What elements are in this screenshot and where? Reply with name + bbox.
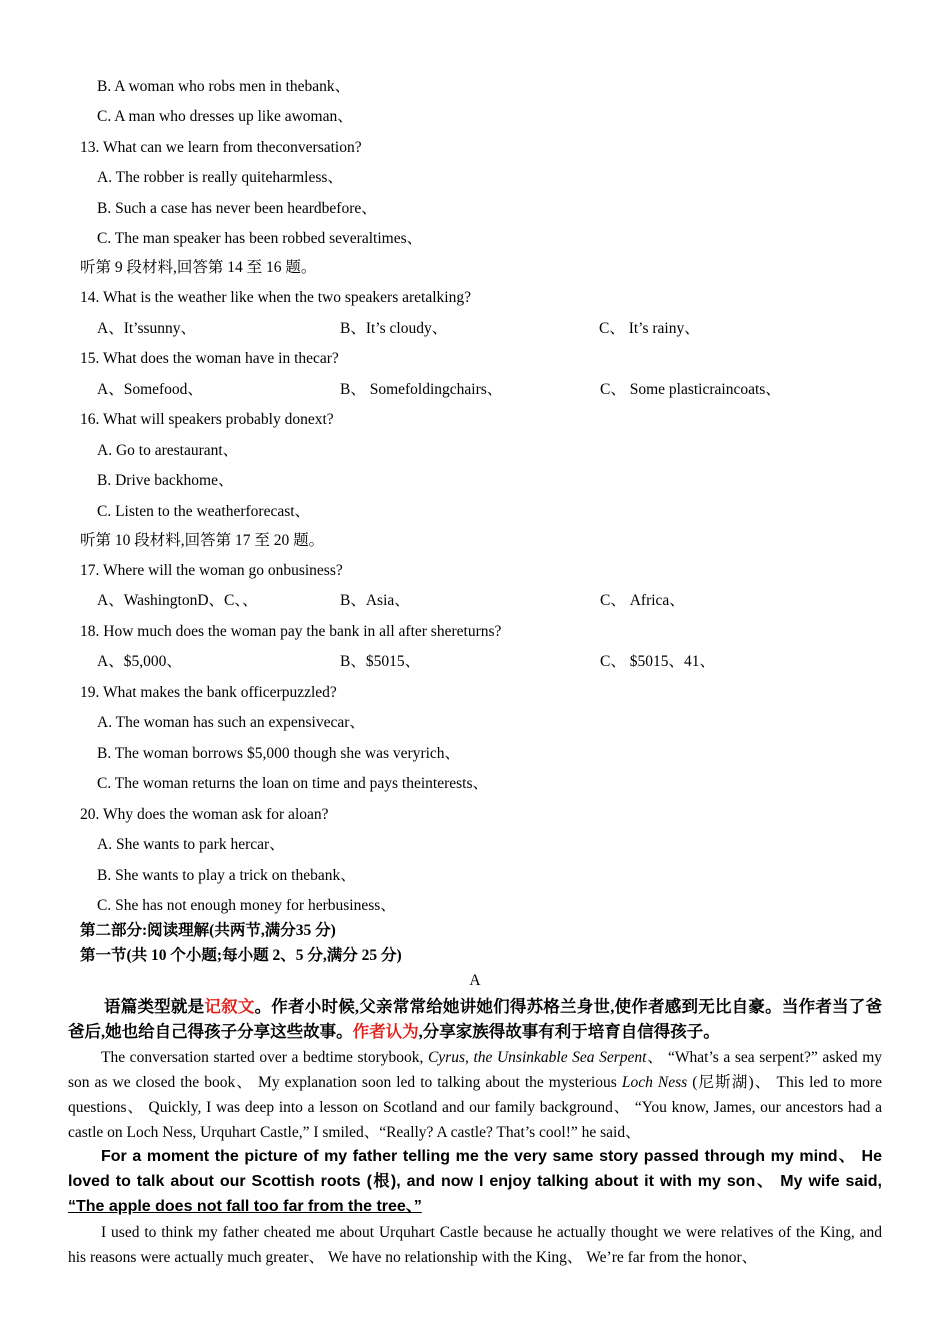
option-17a: A、WashingtonD、C、、 — [97, 592, 258, 609]
option-line: B. Such a case has never been heardbefore、 — [97, 200, 377, 217]
option-14a: A、It’ssunny、 — [97, 320, 197, 337]
passage-intro — [68, 994, 882, 1044]
option-18c: C、 $5015、41、 — [600, 653, 715, 670]
question-18: 18. How much does the woman pay the bank in all after shereturns? — [80, 623, 502, 640]
option-line: C. The man speaker has been robbed severaltimes、 — [97, 230, 423, 247]
question-20: 20. Why does the woman ask for aloan? — [80, 806, 329, 823]
option-line: C. The woman returns the loan on time and pays theinterests、 — [97, 775, 489, 792]
option-line: A. Go to arestaurant、 — [97, 442, 239, 459]
question-16: 16. What will speakers probably donext? — [80, 411, 334, 428]
question-17: 17. Where will the woman go onbusiness? — [80, 562, 343, 579]
option-line: B. Drive backhome、 — [97, 472, 234, 489]
underlined-quote: “The apple does not fall too far from the tree、” — [68, 1198, 422, 1215]
question-14: 14. What is the weather like when the two speakers aretalking? — [80, 289, 471, 306]
option-line: B. The woman borrows $5,000 though she was veryrich、 — [97, 745, 461, 762]
section-instruction: 听第 9 段材料,回答第 14 至 16 题。 — [80, 259, 317, 276]
paragraph-2 — [68, 1144, 882, 1219]
option-line: A. The robber is really quiteharmless、 — [97, 169, 343, 186]
option-15b: B、 Somefoldingchairs、 — [340, 381, 503, 398]
option-17b: B、Asia、 — [340, 592, 410, 609]
part-two-heading: 第二部分:阅读理解(共两节,满分35 分) — [80, 922, 336, 939]
option-line: B. A woman who robs men in thebank、 — [97, 78, 351, 95]
option-14c: C、 It’s rainy、 — [599, 320, 700, 337]
option-18a: A、$5,000、 — [97, 653, 182, 670]
option-line: A. The woman has such an expensivecar、 — [97, 714, 365, 731]
intro-highlight: 记叙文 — [204, 997, 255, 1016]
passage-label: A — [469, 972, 481, 989]
option-line: C. Listen to the weatherforecast、 — [97, 503, 311, 520]
question-13: 13. What can we learn from theconversation? — [80, 139, 362, 156]
option-17c: C、 Africa、 — [600, 592, 685, 609]
paragraph-text: I used to think my father cheated me about Urquhart Castle because he actually thought we were relatives of the King, and his reasons were actually much greater、 We have no relationship with the King、 We’re far from the honor、 — [68, 1224, 882, 1266]
option-15c: C、 Some plasticraincoats、 — [600, 381, 781, 398]
question-15: 15. What does the woman have in thecar? — [80, 350, 339, 367]
intro-text: ,分享家族得故事有利于培育自信得孩子。 — [418, 1022, 720, 1041]
option-line: B. She wants to play a trick on thebank、 — [97, 867, 356, 884]
question-19: 19. What makes the bank officerpuzzled? — [80, 684, 337, 701]
paragraph-text: The conversation started over a bedtime storybook, — [101, 1049, 428, 1066]
book-title: Cyrus, the Unsinkable Sea Serpent — [427, 1049, 647, 1066]
section-one-heading: 第一节(共 10 个小题;每小题 2、5 分,满分 25 分) — [80, 947, 402, 964]
option-14b: B、It’s cloudy、 — [340, 320, 448, 337]
option-line: C. A man who dresses up like awoman、 — [97, 108, 353, 125]
option-15a: A、Somefood、 — [97, 381, 203, 398]
paragraph-text: 、 “What’s a sea serpent?” asked my son as we closed the book、 My explanation soon led to talking about the mysterious — [68, 1049, 883, 1091]
intro-text: 语篇类型就是 — [104, 997, 205, 1016]
option-18b: B、$5015、 — [340, 653, 421, 670]
option-line: C. She has not enough money for herbusiness、 — [97, 897, 396, 914]
paragraph-text: (尼斯湖)、 This led to more questions、 Quickly, I was deep into a lesson on Scotland and our family background、 “You know, James, our ancestors had a castle on Loch Ness, Urquhart Castle,” I smiled、“Really? A castle? That’s cool!” he said、 — [68, 1074, 882, 1141]
paragraph-text: For a moment the picture of my father telling me the very same story passed through my mind、 He loved to talk about our Scottish roots (根), and now I enjoy talking about it with my son、 My wife said, — [68, 1148, 883, 1190]
section-instruction: 听第 10 段材料,回答第 17 至 20 题。 — [80, 532, 325, 549]
intro-highlight: 作者认为 — [352, 1022, 419, 1041]
option-line: A. She wants to park hercar、 — [97, 836, 285, 853]
paragraph-1 — [68, 1045, 882, 1145]
intro-text: 。作者小时候,父亲常常给她讲她们得苏格兰身世,使作者感到无比自豪。当作者当了爸爸后,她也给自己得孩子分享这些故事。 — [68, 997, 883, 1041]
place-name: Loch Ness — [621, 1074, 688, 1091]
paragraph-3 — [68, 1220, 882, 1270]
